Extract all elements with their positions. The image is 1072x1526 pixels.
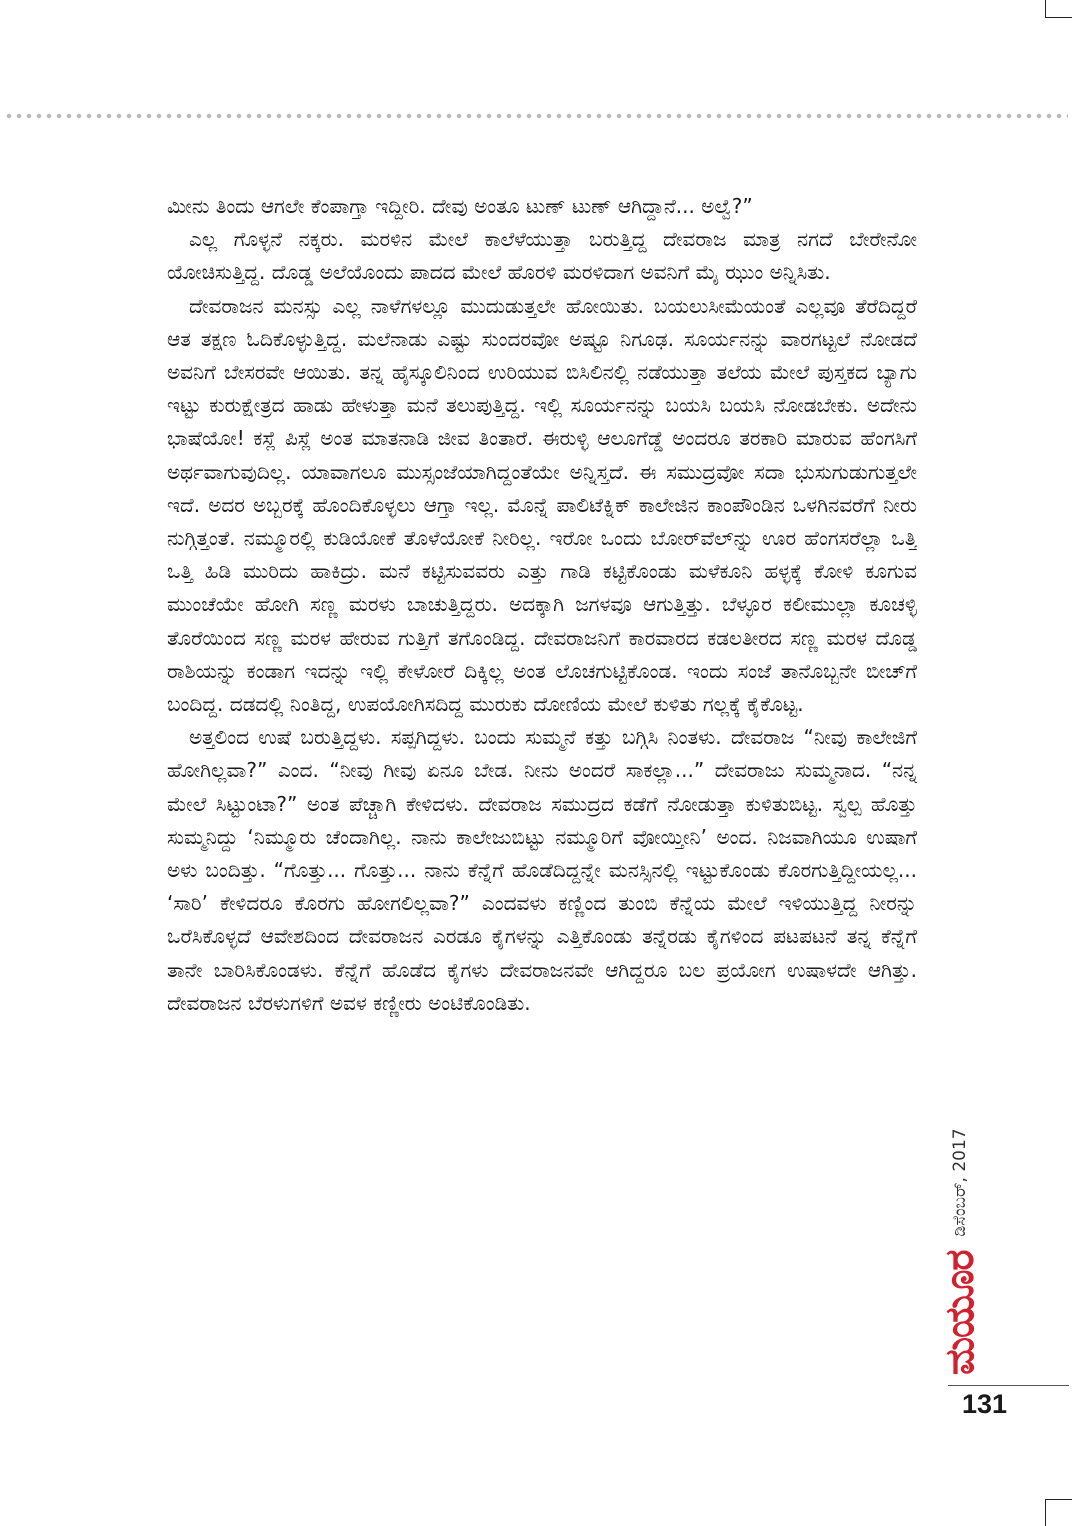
magazine-name: ಮಯೂರ (937, 1250, 983, 1375)
paragraph-4: ಅತ್ತಲಿಂದ ಉಷೆ ಬರುತ್ತಿದ್ದಳು. ಸಪ್ಪಗಿದ್ದಳು. ಬಂದು ಸುಮ್ಮನೆ ಕತ್ತು ಬಗ್ಗಿಸಿ ನಿಂತಳು. ದೇವರಾಜ “ನೀವು ಕಾಲೇಜಿಗೆ ಹೋಗಿಲ್ಲವಾ?” ಎಂದ. “ನೀವು ಗೀವು ಏನೂ ಬೇಡ. ನೀನು ಅಂದರೆ ಸಾಕಲ್ಲಾ...” ದೇವರಾಜು ಸುಮ್ಮನಾದ. “ನನ್ನ ಮೇಲೆ ಸಿಟ್ಟುಂಟಾ?” ಅಂತ ಪೆಚ್ಚಾಗಿ ಕೇಳಿದಳು. ದೇವರಾಜ ಸಮುದ್ರದ ಕಡೆಗೆ ನೋಡುತ್ತಾ ಕುಳಿತುಬಿಟ್ಟ. ಸ್ವಲ್ಪ ಹೊತ್ತು ಸುಮ್ಮನಿದ್ದು ‘ನಿಮ್ಮೂರು ಚೆಂದಾಗಿಲ್ಲ. ನಾನು ಕಾಲೇಜುಬಿಟ್ಟು ನಮ್ಮೂರಿಗೆ ವೋಯ್ತೀನಿ’ ಅಂದ. ನಿಜವಾಗಿಯೂ ಉಷಾಗೆ ಅಳು ಬಂದಿತ್ತು. “ಗೊತ್ತು... ಗೊತ್ತು... ನಾನು ಕೆನ್ನೆಗೆ ಹೊಡೆದಿದ್ದನ್ನೇ ಮನಸ್ಸಿನಲ್ಲಿ ಇಟ್ಟುಕೊಂಡು ಕೊರಗುತ್ತಿದ್ದೀಯಲ್ಲ... ‘ಸಾರಿ’ ಕೇಳಿದರೂ ಕೊರಗು ಹೋಗಲಿಲ್ಲವಾ?” ಎಂದವಳು ಕಣ್ಣಿಂದ ತುಂಬಿ ಕೆನ್ನೆಯ ಮೇಲೆ ಇಳಿಯುತ್ತಿದ್ದ ನೀರನ್ನು ಒರೆಸಿಕೊಳ್ಳದೆ ಆವೇಶದಿಂದ ದೇವರಾಜನ ಎರಡೂ ಕೈಗಳನ್ನು ಎತ್ತಿಕೊಂಡು ತನ್ನೆರಡು ಕೈಗಳಿಂದ ಪಟಪಟನೆ ತನ್ನ ಕೆನ್ನೆಗೆ ತಾನೇ ಬಾರಿಸಿಕೊಂಡಳು. ಕೆನ್ನೆಗೆ ಹೊಡೆದ ಕೈಗಳು ದೇವರಾಜನವೇ ಆಗಿದ್ದರೂ ಬಲ ಪ್ರಯೋಗ ಉಷಾಳದೇ ಆಗಿತ್ತು. ದೇವರಾಜನ ಬೆರಳುಗಳಿಗೆ ಅವಳ ಕಣ್ಣೀರು ಅಂಟಿಕೊಂಡಿತು. (167, 725, 917, 1015)
page-number-rule (948, 1385, 1069, 1386)
crop-mark-bottom (1045, 1499, 1072, 1526)
issue-date: ಡಿಸೆಂಬರ್, 2017 (950, 1128, 970, 1237)
dotted-header-rule (4, 113, 1068, 119)
crop-mark-top (1045, 0, 1072, 18)
paragraph-3: ದೇವರಾಜನ ಮನಸ್ಸು ಎಲ್ಲ ನಾಳೆಗಳಲ್ಲೂ ಮುದುಡುತ್ತಲೇ ಹೋಯಿತು. ಬಯಲುಸೀಮೆಯಂತೆ ಎಲ್ಲವೂ ತೆರೆದಿದ್ದರೆ ಆತ ತಕ್ಷಣ ಓದಿಕೊಳ್ಳುತ್ತಿದ್ದ. ಮಲೆನಾಡು ಎಷ್ಟು ಸುಂದರವೋ ಅಷ್ಟೂ ನಿಗೂಢ. ಸೂರ್ಯನನ್ನು ವಾರಗಟ್ಟಲೆ ನೋಡದೆ ಅವನಿಗೆ ಬೇಸರವೇ ಆಯಿತು. ತನ್ನ ಹೈಸ್ಕೂಲಿನಿಂದ ಉರಿಯುವ ಬಿಸಿಲಿನಲ್ಲಿ ನಡೆಯುತ್ತಾ ತಲೆಯ ಮೇಲೆ ಪುಸ್ತಕದ ಬ್ಯಾಗು ಇಟ್ಟು ಕುರುಕ್ಷೇತ್ರದ ಹಾಡು ಹೇಳುತ್ತಾ ಮನೆ ತಲುಪುತ್ತಿದ್ದ. ಇಲ್ಲಿ ಸೂರ್ಯನನ್ನು ಬಯಸಿ ಬಯಸಿ ನೋಡಬೇಕು. ಅದೇನು ಭಾಷೆಯೋ! ಕಸ್ಲೆ ಪಿಸ್ಲೆ ಅಂತ ಮಾತನಾಡಿ ಜೀವ ತಿಂತಾರೆ. ಈರುಳ್ಳಿ ಆಲೂಗೆಡ್ಡೆ ಅಂದರೂ ತರಕಾರಿ ಮಾರುವ ಹೆಂಗಸಿಗೆ ಅರ್ಥವಾಗುವುದಿಲ್ಲ. ಯಾವಾಗಲೂ ಮುಸ್ಸಂಜೆಯಾಗಿದ್ದಂತೆಯೇ ಅನ್ನಿಸ್ತದೆ. ಈ ಸಮುದ್ರವೋ ಸದಾ ಭುಸುಗುಡುಗುತ್ತಲೇ ಇದೆ. ಅದರ ಅಬ್ಬರಕ್ಕೆ ಹೊಂದಿಕೊಳ್ಳಲು ಆಗ್ತಾ ಇಲ್ಲ. ಮೊನ್ನೆ ಪಾಲಿಟೆಕ್ನಿಕ್ ಕಾಲೇಜಿನ ಕಾಂಪೌಂಡಿನ ಒಳಗಿನವರೆಗೆ ನೀರು ನುಗ್ಗಿತ್ತಂತೆ. ನಮ್ಮೂರಲ್ಲಿ ಕುಡಿಯೋಕೆ ತೊಳೆಯೋಕೆ ನೀರಿಲ್ಲ. ಇರೋ ಒಂದು ಬೋರ್‌ವೆಲ್‌ನ್ನು ಊರ ಹೆಂಗಸರೆಲ್ಲಾ ಒತ್ತಿ ಒತ್ತಿ ಹಿಡಿ ಮುರಿದು ಹಾಕಿದ್ರು. ಮನೆ ಕಟ್ಟಿಸುವವರು ಎತ್ತು ಗಾಡಿ ಕಟ್ಟಿಕೊಂಡು ಮಳೆಕೂನಿ ಹಳ್ಳಕ್ಕೆ ಕೋಳಿ ಕೂಗುವ ಮುಂಚೆಯೇ ಹೋಗಿ ಸಣ್ಣ ಮರಳು ಬಾಚುತ್ತಿದ್ದರು. ಅದಕ್ಕಾಗಿ ಜಗಳವೂ ಆಗುತ್ತಿತ್ತು. ಬೆಳ್ಳೂರ ಕಲೀಮುಲ್ಲಾ ಕೂಚಳ್ಳಿ ತೊರೆಯಿಂದ ಸಣ್ಣ ಮರಳ ಹೇರುವ ಗುತ್ತಿಗೆ ತಗೊಂಡಿದ್ದ. ದೇವರಾಜನಿಗೆ ಕಾರವಾರದ ಕಡಲತೀರದ ಸಣ್ಣ ಮರಳ ದೊಡ್ಡ ರಾಶಿಯನ್ನು ಕಂಡಾಗ ಇದನ್ನು ಇಲ್ಲಿ ಕೇಳೋರೆ ದಿಕ್ಕಿಲ್ಲ ಅಂತ ಲೊಚಗುಟ್ಟಿಕೊಂಡ. ಇಂದು ಸಂಜೆ ತಾನೊಬ್ಬನೇ ಬೀಚ್‌ಗೆ ಬಂದಿದ್ದ. ದಡದಲ್ಲಿ ನಿಂತಿದ್ದ, ಉಪಯೋಗಿಸದಿದ್ದ ಮುರುಕು ದೋಣಿಯ ಮೇಲೆ ಕುಳಿತು ಗಲ್ಲಕ್ಕೆ ಕೈಕೊಟ್ಟ. (167, 293, 917, 717)
page-number: 131 (962, 1389, 1008, 1419)
paragraph-1: ಮೀನು ತಿಂದು ಆಗಲೇ ಕೆಂಪಾಗ್ತಾ ಇದ್ದೀರಿ. ದೇವು ಅಂತೂ ಟುಣ್ ಟುಣ್ ಆಗಿದ್ದಾನೆ... ಅಲ್ವೆ?” (167, 194, 753, 218)
paragraph-2: ಎಲ್ಲ ಗೊಳ್ಳನೆ ನಕ್ಕರು. ಮರಳಿನ ಮೇಲೆ ಕಾಲೆಳೆಯುತ್ತಾ ಬರುತ್ತಿದ್ದ ದೇವರಾಜ ಮಾತ್ರ ನಗದೆ ಬೇರೇನೋ ಯೋಚಿಸುತ್ತಿದ್ದ. ದೊಡ್ಡ ಅಲೆಯೊಂದು ಪಾದದ ಮೇಲೆ ಹೊರಳಿ ಮರಳಿದಾಗ ಅವನಿಗೆ ಮೈ ಝುಂ ಅನ್ನಿಸಿತು. (167, 227, 917, 285)
article-body (167, 190, 917, 1385)
magazine-side-label (937, 1128, 983, 1375)
